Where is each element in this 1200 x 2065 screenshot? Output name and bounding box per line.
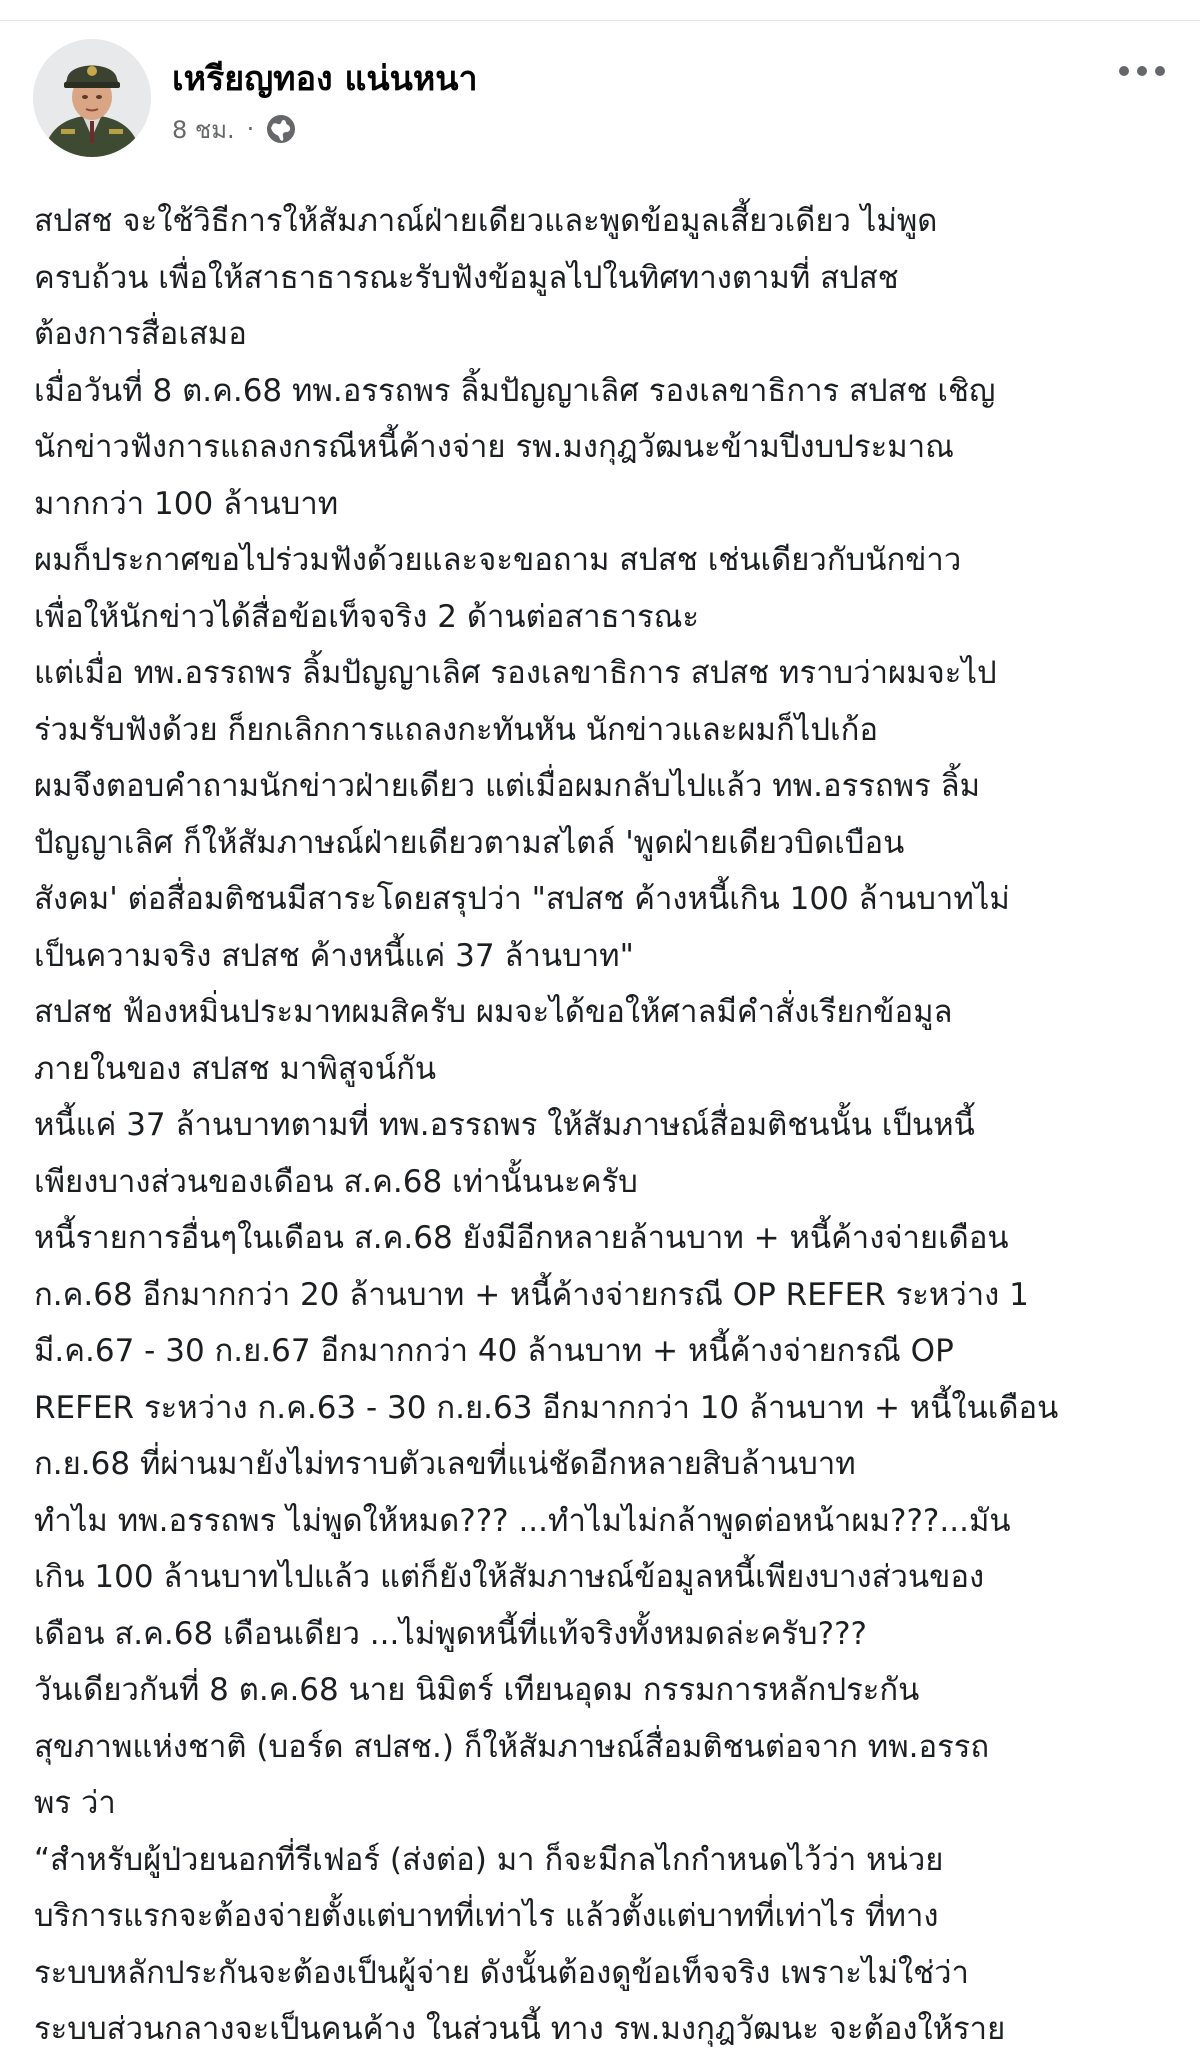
post-text-line: สังคม' ต่อสื่อมติชนมีสาระโดยสรุปว่า "สปสช ค้างหนี้เกิน 100 ล้านบาทไม่ [34, 881, 1010, 917]
feed-top-divider [0, 0, 1200, 21]
post-options-button[interactable] [1110, 51, 1174, 91]
author-avatar-image [33, 39, 151, 157]
post-text-line: เป็นความจริง สปสช ค้างหนี้แค่ 37 ล้านบาท" [34, 937, 634, 974]
post-text-line: ระบบส่วนกลางจะเป็นคนค้าง ในส่วนนี้ ทาง รพ.มงกุฎวัฒนะ จะต้องให้ราย [34, 2011, 1006, 2047]
post-text-line: นักข่าวฟังการแถลงกรณีหนี้ค้างจ่าย รพ.มงกุฎวัฒนะข้ามปีงบประมาณ [34, 429, 954, 465]
post-text-line: วันเดียวกันที่ 8 ต.ค.68 นาย นิมิตร์ เทียนอุดม กรรมการหลักประกัน [34, 1672, 920, 1708]
post-text-line: เพื่อให้นักข่าวได้สื่อข้อเท็จจริง 2 ด้านต่อสาธารณะ [34, 598, 700, 635]
post-text-line: เมื่อวันที่ 8 ต.ค.68 ทพ.อรรถพร ลิ้มปัญญาเลิศ รองเลขาธิการ สปสช เชิญ [34, 372, 996, 409]
post-text-line: เพียงบางส่วนของเดือน ส.ค.68 เท่านั้นนะครับ [34, 1163, 638, 1200]
post-meta [172, 109, 298, 149]
post-text-line: ผมจึงตอบคำถามนักข่าวฝ่ายเดียว แต่เมื่อผมกลับไปแล้ว ทพ.อรรถพร ลิ้ม [34, 768, 981, 804]
post-text-line: สุขภาพแห่งชาติ (บอร์ด สปสช.) ก็ให้สัมภาษณ์สื่อมติชนต่อจาก ทพ.อรรถ [34, 1728, 990, 1765]
post-header [0, 21, 1200, 171]
post-text-line: สปสช จะใช้วิธีการให้สัมภาณ์ฝ่ายเดียวและพูดข้อมูลเสี้ยวเดียว ไม่พูด [34, 203, 938, 239]
post-text-line: แต่เมื่อ ทพ.อรรถพร ลิ้มปัญญาเลิศ รองเลขาธิการ สปสช ทราบว่าผมจะไป [34, 655, 997, 691]
post-text-line: ระบบหลักประกันจะต้องเป็นผู้จ่าย ดังนั้นต้องดูข้อเท็จจริง เพราะไม่ใช่ว่า [34, 1954, 969, 1991]
post-text-line: ภายในของ สปสช มาพิสูจน์กัน [34, 1050, 437, 1087]
post-text-line: ครบถ้วน เพื่อให้สาธาธารณะรับฟังข้อมูลไปในทิศทางตามที่ สปสช [34, 259, 899, 296]
author-avatar[interactable] [33, 39, 151, 157]
globe-icon[interactable] [264, 112, 298, 146]
post-text-line: บริการแรกจะต้องจ่ายตั้งแต่บาทที่เท่าไร แล้วตั้งแต่บาทที่เท่าไร ที่ทาง [34, 1898, 939, 1934]
post-text-line: สปสช ฟ้องหมิ่นประมาทผมสิครับ ผมจะได้ขอให้ศาลมีคำสั่งเรียกข้อมูล [34, 994, 953, 1030]
post-text-line: เดือน ส.ค.68 เดือนเดียว ...ไม่พูดหนี้ที่แท้จริงทั้งหมดล่ะครับ??? [34, 1615, 867, 1652]
post-text-line: มากกว่า 100 ล้านบาท [34, 485, 339, 522]
post-text-line: ปัญญาเลิศ ก็ให้สัมภาษณ์ฝ่ายเดียวตามสไตล์ 'พูดฝ่ายเดียวบิดเบือน [34, 824, 905, 861]
more-horizontal-icon [1119, 66, 1165, 76]
post-text-line: REFER ระหว่าง ก.ค.63 - 30 ก.ย.63 อีกมากกว่า 10 ล้านบาท + หนี้ในเดือน [34, 1389, 1059, 1426]
meta-separator: · [246, 115, 255, 143]
post-text-line: เกิน 100 ล้านบาทไปแล้ว แต่ก็ยังให้สัมภาษณ์ข้อมูลหนี้เพียงบางส่วนของ [34, 1559, 985, 1595]
post-text-line: ผมก็ประกาศขอไปร่วมฟังด้วยและจะขอถาม สปสช เช่นเดียวกับนักข่าว [34, 542, 962, 578]
post-text-line: พร ว่า [34, 1785, 116, 1821]
author-name[interactable]: เหรียญทอง แน่นหนา [172, 59, 478, 99]
post-text-line: ทำไม ทพ.อรรถพร ไม่พูดให้หมด??? ...ทำไมไม่กล้าพูดต่อหน้าผม???...มัน [34, 1502, 1011, 1539]
post-timestamp[interactable]: 8 ชม. [172, 115, 235, 144]
post-text-line: ต้องการสื่อเสมอ [34, 316, 247, 352]
facebook-post [0, 21, 1200, 2065]
post-text-line: ร่วมรับฟังด้วย ก็ยกเลิกการแถลงกะทันหัน นักข่าวและผมก็ไปเก้อ [34, 711, 878, 748]
post-text-line: หนี้แค่ 37 ล้านบาทตามที่ ทพ.อรรถพร ให้สัมภาษณ์สื่อมติชนนั้น เป็นหนี้ [34, 1107, 975, 1143]
post-text-line: ก.ค.68 อีกมากกว่า 20 ล้านบาท + หนี้ค้างจ่ายกรณี OP REFER ระหว่าง 1 [34, 1276, 1029, 1313]
post-text [34, 193, 1174, 2058]
post-text-line: ก.ย.68 ที่ผ่านมายังไม่ทราบตัวเลขที่แน่ชัดอีกหลายสิบล้านบาท [34, 1446, 856, 1482]
post-text-line: หนี้รายการอื่นๆในเดือน ส.ค.68 ยังมีอีกหลายล้านบาท + หนี้ค้างจ่ายเดือน [34, 1220, 1009, 1256]
post-text-line: มี.ค.67 - 30 ก.ย.67 อีกมากกว่า 40 ล้านบาท + หนี้ค้างจ่ายกรณี OP [34, 1333, 954, 1369]
post-text-line: “สำหรับผู้ป่วยนอกที่รีเฟอร์ (ส่งต่อ) มา ก็จะมีกลไกกำหนดไว้ว่า หน่วย [34, 1841, 944, 1878]
